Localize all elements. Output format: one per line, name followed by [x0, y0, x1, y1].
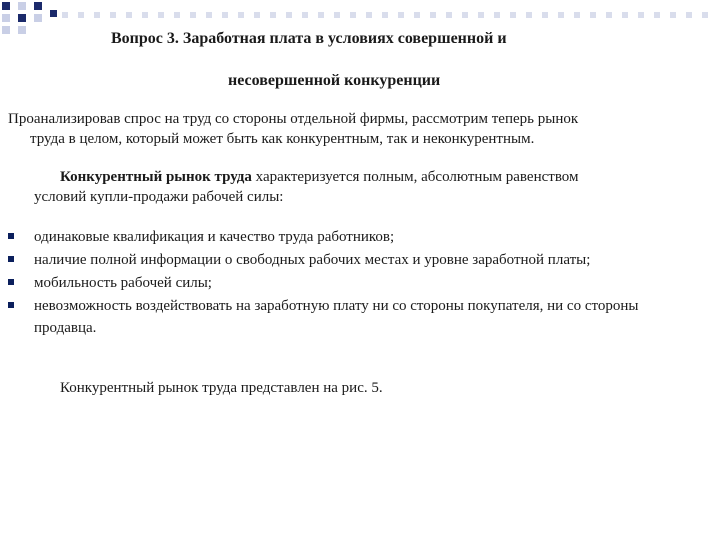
deco-square-light	[2, 14, 10, 22]
deco-square-light	[2, 26, 10, 34]
slide-title-line-1: Вопрос 3. Заработная плата в условиях совершенной и	[111, 30, 507, 47]
definition-term: Конкурентный рынок труда	[60, 169, 252, 185]
deco-square-light	[34, 14, 42, 22]
bullet-text: мобильность рабочей силы;	[34, 275, 212, 291]
bullet-square-icon	[8, 256, 14, 262]
bullet-square-icon	[8, 233, 14, 239]
deco-square-dark	[18, 14, 26, 22]
bullet-square-icon	[8, 279, 14, 285]
conditions-bullet-list	[0, 226, 720, 339]
bullet-text: наличие полной информации о свободных рабочих местах и уровне заработной платы;	[34, 252, 591, 268]
list-item	[0, 272, 720, 295]
list-item	[0, 226, 720, 249]
closing-sentence: Конкурентный рынок труда представлен на рис. 5.	[60, 380, 383, 396]
deco-square-light	[18, 26, 26, 34]
deco-square-light	[18, 2, 26, 10]
definition-paragraph-line-1	[60, 166, 579, 188]
list-item	[0, 249, 720, 272]
bullet-text: одинаковые квалификация и качество труда работников;	[34, 229, 395, 245]
intro-paragraph-line-1: Проанализировав спрос на труд со стороны отдельной фирмы, рассмотрим теперь рынок	[8, 111, 579, 127]
deco-square-dark	[50, 10, 57, 17]
deco-square-row	[62, 12, 708, 18]
definition-rest: характеризуется полным, абсолютным равенством	[251, 169, 579, 185]
bullet-text: невозможность воздействовать на заработную плату ни со стороны покупателя, ни со стороны продавца.	[34, 298, 639, 336]
bullet-square-icon	[8, 302, 14, 308]
deco-square-dark	[34, 2, 42, 10]
deco-square-dark	[2, 2, 10, 10]
list-item	[0, 295, 720, 339]
definition-paragraph-line-2: условий купли-продажи рабочей силы:	[34, 189, 284, 205]
intro-paragraph-line-2: труда в целом, который может быть как конкурентным, так и неконкурентным.	[30, 131, 535, 147]
slide-title-line-2: несовершенной конкуренции	[228, 72, 441, 89]
